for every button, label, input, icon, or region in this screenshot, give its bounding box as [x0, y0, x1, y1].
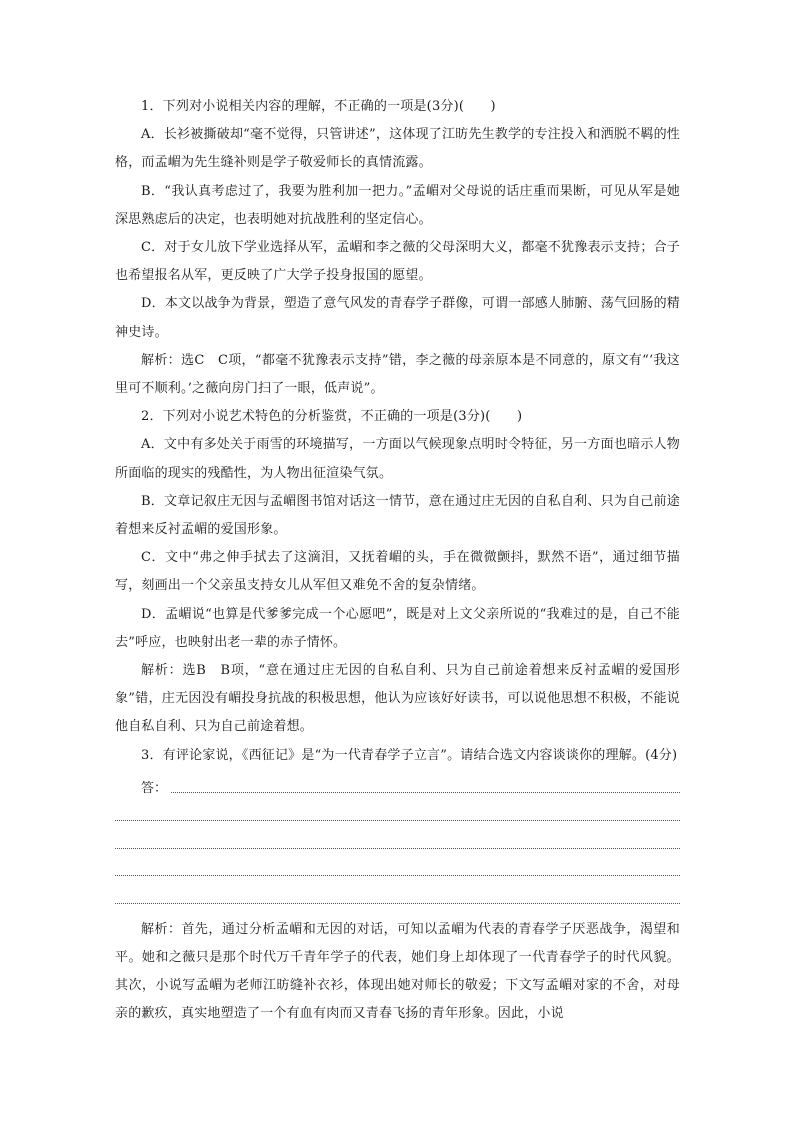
- answer-line[interactable]: [115, 882, 680, 910]
- dotted-rule: [115, 902, 680, 904]
- q1-option-b: B．“我认真考虑过了，我要为胜利加一把力。”孟嵋对父母说的话庄重而果断，可见从军是她深思熟虑后的决定，也表明她对抗战胜利的坚定信心。: [115, 183, 680, 227]
- q1-stem: 1．下列对小说相关内容的理解，不正确的一项是(3分)( ): [141, 99, 496, 114]
- answer-line[interactable]: [115, 855, 680, 883]
- dotted-rule: [115, 819, 680, 821]
- answer-line[interactable]: [115, 827, 680, 855]
- answer-line[interactable]: [115, 799, 680, 827]
- dotted-rule: [171, 791, 680, 793]
- q2-option-a: A．文中有多处关于雨雪的环境描写，一方面以气候现象点明时令特征，另一方面也暗示人物所面临的现实的残酷性，为人物出征渲染气氛。: [115, 437, 680, 481]
- q1-option-c: C．对于女儿放下学业选择从军，孟嵋和李之薇的父母深明大义，都毫不犹豫表示支持；合子也希望报名从军，更反映了广大学子投身报国的愿望。: [115, 240, 680, 284]
- q2-option-d: D．孟嵋说“也算是代爹爹完成一个心愿吧”，既是对上文父亲所说的“我难过的是，自己不能去”呼应，也映射出老一辈的赤子情怀。: [115, 606, 680, 650]
- q1-option-d: D．本文以战争为背景，塑造了意气风发的青春学子群像，可谓一部感人肺腑、荡气回肠的精神史诗。: [115, 296, 680, 340]
- dotted-rule: [115, 874, 680, 876]
- q2-stem: 2．下列对小说艺术特色的分析鉴赏，不正确的一项是(3分)( ): [141, 409, 523, 425]
- q1-analysis: 解析：选C C项，“都毫不犹豫表示支持”错，李之薇的母亲原本是不同意的，原文有“‘我这里可不顺利。’之薇向房门扫了一眼，低声说”。: [115, 352, 680, 397]
- q3-stem: 3．有评论家说，《西征记》是“为一代青春学子立言”。请结合选文内容谈谈你的理解。(4分): [141, 747, 678, 763]
- q2-option-c: C．文中“弗之伸手拭去了这滴泪，又抚着嵋的头，手在微微颤抖，默然不语”，通过细节描写，刻画出一个父亲虽支持女儿从军但又难免不舍的复杂情绪。: [115, 550, 680, 594]
- q2-analysis: 解析：选B B项，“意在通过庄无因的自私自利、只为自己前途着想来反衬孟嵋的爱国形象”错，庄无因没有嵋投身抗战的积极思想，他认为应该好好读书，可以说他思想不积极，不能说他自私自利、只为自己前途着想。: [115, 663, 680, 735]
- document-page: [115, 93, 680, 1029]
- answer-area[interactable]: [115, 772, 680, 910]
- dotted-rule: [115, 847, 680, 849]
- q1-option-a: A．长衫被撕破却“毫不觉得，只管讲述”，这体现了江昉先生教学的专注投入和洒脱不羁的性格，而孟嵋为先生缝补则是学子敬爱师长的真情流露。: [115, 127, 680, 171]
- q3-analysis: 解析：首先，通过分析孟嵋和无因的对话，可知以孟嵋为代表的青春学子厌恶战争，渴望和平。她和之薇只是那个时代万千青年学子的代表，她们身上却体现了一代青春学子的时代风貌。其次，小说写孟嵋为老师江昉缝补衣衫，体现出她对师长的敬爱；下文写孟嵋对家的不舍，对母亲的歉疚，真实地塑造了一个有血有肉而又青春飞扬的青年形象。因此，小说: [115, 921, 680, 1022]
- answer-line[interactable]: [115, 772, 680, 800]
- q2-option-b: B．文章记叙庄无因与孟嵋图书馆对话这一情节，意在通过庄无因的自私自利、只为自己前途着想来反衬孟嵋的爱国形象。: [115, 493, 680, 538]
- answer-label: 答：: [141, 781, 168, 797]
